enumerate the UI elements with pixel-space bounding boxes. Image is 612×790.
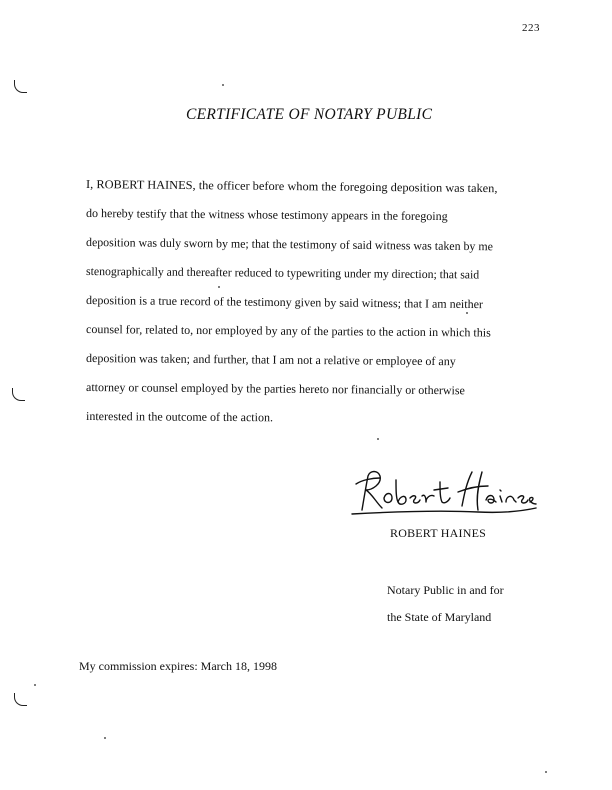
body-line: deposition was duly sworn by me; that the testimony of said witness was taken by me	[85, 235, 493, 254]
scan-speck	[218, 286, 220, 288]
notary-jurisdiction-line1: Notary Public in and for	[387, 583, 504, 597]
handwritten-signature	[348, 462, 538, 526]
scan-speck	[545, 771, 547, 773]
body-line: counsel for, related to, nor employed by any of the parties to the action in which this	[85, 322, 491, 340]
notary-jurisdiction-line2: the State of Maryland	[387, 610, 492, 624]
body-line: deposition is a true record of the testimony given by said witness; that I am neither	[85, 293, 484, 312]
certificate-body	[86, 176, 546, 437]
binder-hole-mark	[14, 693, 27, 706]
scan-speck	[104, 737, 106, 739]
binder-hole-mark	[12, 388, 25, 401]
scan-speck	[466, 312, 468, 314]
body-line: interested in the outcome of the action.	[85, 409, 274, 425]
binder-hole-mark	[14, 80, 27, 93]
body-line: stenographically and thereafter reduced to typewriting under my direction; that said	[85, 264, 480, 282]
printed-signer-name: ROBERT HAINES	[390, 526, 486, 540]
scan-speck	[377, 438, 379, 440]
scan-speck	[34, 684, 36, 686]
signature-graphic	[348, 462, 538, 526]
commission-expiration: My commission expires: March 18, 1998	[79, 659, 277, 673]
body-line: attorney or counsel employed by the parties hereto nor financially or otherwise	[85, 380, 465, 398]
scan-speck	[222, 84, 224, 86]
body-line: do hereby testify that the witness whose testimony appears in the foregoing	[85, 206, 448, 224]
page-number: 223	[522, 22, 540, 34]
body-line: deposition was taken; and further, that I am not a relative or employee of any	[85, 351, 456, 369]
body-line: I, ROBERT HAINES, the officer before whom the foregoing deposition was taken,	[85, 177, 498, 196]
certificate-title: CERTIFICATE OF NOTARY PUBLIC	[186, 106, 433, 123]
